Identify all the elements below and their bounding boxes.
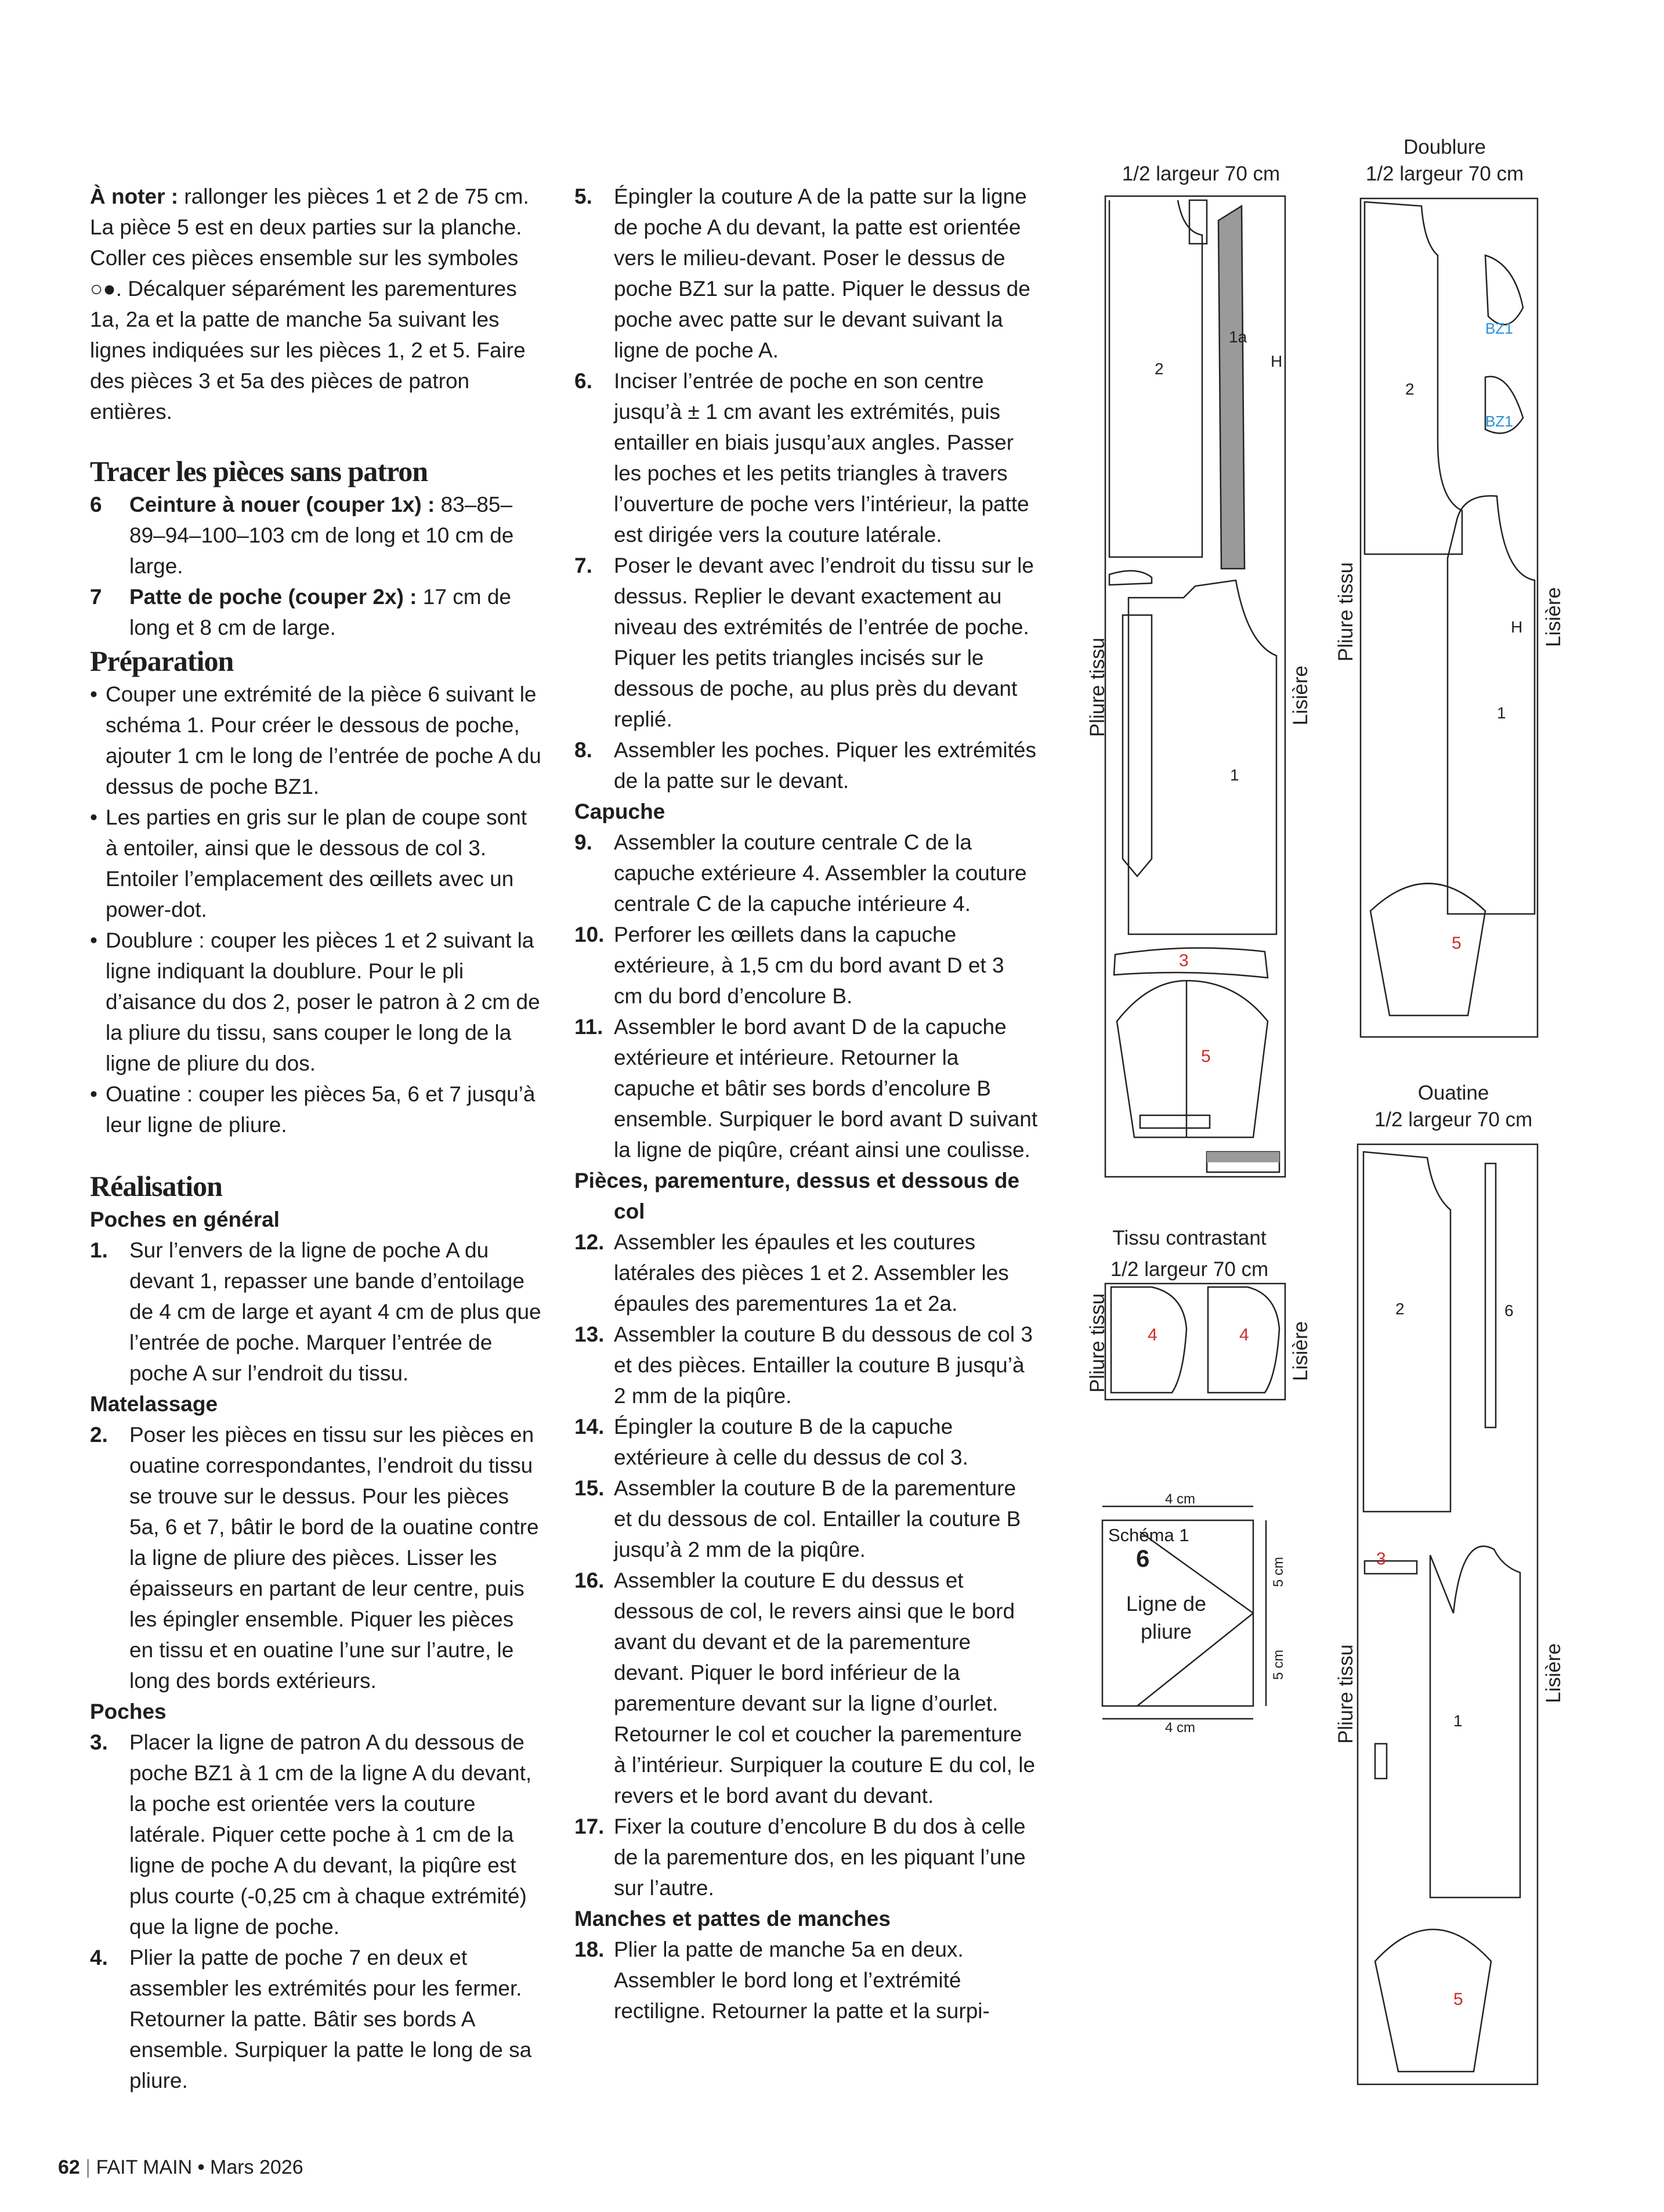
ouatine-width-label: 1/2 largeur 70 cm — [1374, 1108, 1533, 1131]
step-text: Épingler la couture B de la capuche extérieure à celle du dessus de col 3. — [614, 1415, 968, 1469]
schema-dim-right-top: 5 cm — [1271, 1556, 1286, 1587]
step-number: 14. — [574, 1415, 605, 1438]
step-number: 4. — [90, 1946, 108, 1969]
fold-label-contrast: Pliure tissu — [1086, 1293, 1109, 1393]
trace-title: Patte de poche (couper 2x) : — [129, 585, 417, 609]
step-number: 3. — [90, 1730, 108, 1754]
svg-text:H: H — [1271, 352, 1283, 370]
step-text: Épingler la couture A de la patte sur la ligne de poche A du devant, la patte est orientée vers le milieu-devant. Poser le dessus de poche BZ1 sur la patte. Piquer le dessus de poche avec patte sur le devant suivant la ligne de poche A. — [614, 185, 1030, 362]
step-number: 17. — [574, 1815, 605, 1838]
fold-label-tissu: Pliure tissu — [1086, 637, 1109, 737]
subtitle-poches: Poches — [90, 1700, 167, 1723]
step-number: 8. — [574, 738, 592, 762]
step-number: 5. — [574, 185, 592, 208]
schema-fold-line-label: Ligne de pliure — [1126, 1592, 1207, 1643]
step-text: Plier la patte de poche 7 en deux et assembler les extrémités pour les fermer. Retourner la patte. Bâtir ses bords A ensemble. Surpiquer la patte le long de sa pliure. — [129, 1946, 532, 2092]
svg-text:BZ1: BZ1 — [1485, 320, 1513, 337]
step-number: 6. — [574, 369, 592, 393]
svg-text:4: 4 — [1148, 1325, 1157, 1344]
piece-5-outline — [1117, 981, 1268, 1137]
svg-text:3: 3 — [1376, 1549, 1386, 1568]
page-footer: 62 | FAIT MAIN • Mars 2026 — [58, 2156, 303, 2178]
subtitle-capuche: Capuche — [574, 800, 665, 823]
step-text: Fixer la couture d’encolure B du dos à celle de la parementure dos, en les piquant l’une sur l’autre. — [614, 1815, 1026, 1900]
ouatine-layout-frame — [1358, 1144, 1538, 2084]
step-number: 1. — [90, 1238, 108, 1262]
subtitle-manches: Manches et pattes de manches — [574, 1907, 891, 1931]
page-number: 62 — [58, 2156, 80, 2178]
selvage-label-doublure: Lisière — [1542, 587, 1565, 647]
fold-label-doublure: Pliure tissu — [1334, 562, 1357, 662]
svg-text:5: 5 — [1452, 934, 1462, 953]
svg-text:1: 1 — [1230, 766, 1239, 784]
svg-text:6: 6 — [1504, 1302, 1514, 1320]
step-text: Perforer les œillets dans la capuche extérieure, à 1,5 cm du bord avant D et 3 cm du bord d’encolure B. — [614, 923, 1004, 1008]
trace-number: 7 — [90, 585, 102, 609]
step-text: Poser le devant avec l’endroit du tissu sur le dessus. Replier le devant exactement au niveau des extrémités de l’entrée de poche. Piquer les petits triangles incisés sur le dessous de poche, au plus près du devant replié. — [614, 554, 1034, 731]
svg-text:2: 2 — [1395, 1300, 1405, 1318]
step-number: 18. — [574, 1938, 605, 1961]
tissu-layout-frame — [1105, 196, 1285, 1177]
svg-text:2: 2 — [1405, 380, 1415, 398]
schema-dim-top: 4 cm — [1165, 1491, 1196, 1507]
doublure-title: Doublure — [1403, 136, 1486, 158]
step-text: Assembler les poches. Piquer les extrémités de la patte sur le devant. — [614, 738, 1036, 793]
trace-number: 6 — [90, 493, 102, 516]
step-number: 12. — [574, 1230, 605, 1254]
step-text: Sur l’envers de la ligne de poche A du devant 1, repasser une bande d’entoilage de 4 cm de large et ayant 4 cm de plus que l’entrée de poche. Marquer l’entrée de poche A sur l’endroit du tissu. — [129, 1238, 541, 1385]
step-text: Inciser l’entrée de poche en son centre jusqu’à ± 1 cm avant les extrémités, puis entailler en biais jusqu’aux angles. Passer les poches et les petits triangles à travers l’ouverture de poche vers l’intérieur, la patte est dirigée vers la couture latérale. — [614, 369, 1029, 547]
subtitle-pieces: Pièces, parementure, dessus et dessous de col — [574, 1169, 1020, 1223]
step-text: Assembler la couture B de la parementure et du dessous de col. Entailler la couture B jusqu’à 2 mm de la piqûre. — [614, 1476, 1021, 1562]
preparation-text: Les parties en gris sur le plan de coupe sont à entoiler, ainsi que le dessous de col 3. Entoiler l’emplacement des œillets avec un power-dot. — [106, 805, 527, 921]
step-number: 15. — [574, 1476, 605, 1500]
subtitle-poches-general: Poches en général — [90, 1208, 280, 1231]
selvage-label-tissu: Lisière — [1289, 665, 1312, 725]
issue-date: Mars 2026 — [210, 2156, 303, 2178]
svg-text:4: 4 — [1239, 1325, 1249, 1344]
step-text: Plier la patte de manche 5a en deux. Assembler le bord long et l’extrémité rectiligne. Retourner la patte et la surpi- — [614, 1938, 990, 2023]
magazine-name: FAIT MAIN — [96, 2156, 193, 2178]
preparation-text: Couper une extrémité de la pièce 6 suivant le schéma 1. Pour créer le dessous de poche, ajouter 1 cm le long de l’entrée de poche A du dessus de poche BZ1. — [106, 682, 541, 798]
footer-separator: • — [197, 2156, 205, 2178]
svg-text:BZ1: BZ1 — [1485, 413, 1513, 430]
schema-number: 6 — [1136, 1545, 1150, 1572]
tissu-width-label: 1/2 largeur 70 cm — [1122, 162, 1280, 185]
subtitle-matelassage: Matelassage — [90, 1392, 218, 1416]
trace-title: Ceinture à nouer (couper 1x) : — [129, 493, 435, 516]
svg-text:H: H — [1511, 618, 1523, 636]
section-title-trace: Tracer les pièces sans patron — [90, 455, 428, 487]
selvage-label-ouatine: Lisière — [1542, 1643, 1565, 1703]
contrast-title: Tissu contrastant — [1112, 1227, 1267, 1249]
schema-title: Schéma 1 — [1108, 1525, 1189, 1545]
step-number: 10. — [574, 923, 605, 946]
step-text: Assembler les épaules et les coutures latérales des pièces 1 et 2. Assembler les épaules des parementures 1a et 2a. — [614, 1230, 1009, 1315]
piece-2-outline — [1109, 200, 1202, 557]
step-number: 2. — [90, 1423, 108, 1447]
gray-parementure — [1218, 206, 1245, 569]
svg-text:5: 5 — [1201, 1047, 1211, 1066]
step-number: 11. — [574, 1015, 603, 1039]
note-text: rallonger les pièces 1 et 2 de 75 cm. La pièce 5 est en deux parties sur la planche. Coller ces pièces ensemble sur les symboles ○●. Décalquer séparément les parementures 1a, 2a et la patte de manche 5a suivant les lignes indiquées sur les pièces 1, 2 et 5. Faire des pièces 3 et 5a des pièces de patron entières. — [90, 185, 529, 424]
section-title-preparation: Préparation — [90, 645, 234, 677]
contrast-width-label: 1/2 largeur 70 cm — [1110, 1258, 1269, 1281]
step-text: Assembler la couture centrale C de la capuche extérieure 4. Assembler la couture centrale C de la capuche intérieure 4. — [614, 830, 1027, 916]
piece-1-outline — [1128, 580, 1276, 934]
selvage-label-contrast: Lisière — [1289, 1321, 1312, 1381]
bullet: • — [90, 805, 97, 829]
svg-text:1: 1 — [1453, 1712, 1463, 1730]
preparation-text: Ouatine : couper les pièces 5a, 6 et 7 jusqu’à leur ligne de pliure. — [106, 1082, 536, 1137]
step-number: 13. — [574, 1322, 605, 1346]
piece-6-outline — [1123, 615, 1152, 876]
contrast-layout-frame — [1105, 1284, 1285, 1400]
step-number: 9. — [574, 830, 592, 854]
step-number: 16. — [574, 1568, 605, 1592]
preparation-text: Doublure : couper les pièces 1 et 2 suivant la ligne indiquant la doublure. Pour le pli d’aisance du dos 2, poser le patron à 2 cm de la pliure du tissu, sans couper le long de la ligne de pliure du dos. — [106, 928, 540, 1075]
schema-dim-bottom: 4 cm — [1165, 1720, 1196, 1736]
gray-piece-5a — [1207, 1152, 1279, 1162]
bullet: • — [90, 1082, 97, 1106]
bullet: • — [90, 682, 97, 706]
section-title-realisation: Réalisation — [90, 1170, 222, 1202]
step-text: Poser les pièces en tissu sur les pièces en ouatine correspondantes, l’endroit du tissu se trouve sur le dessus. Pour les pièces 5a, 6 et 7, bâtir le bord de la ouatine contre la ligne de pliure des pièces. Lisser les épaisseurs en partant de leur centre, puis les épingler ensemble. Piquer les pièces en tissu et en ouatine l’une sur l’autre, le long des bords extérieurs. — [129, 1423, 539, 1693]
ouatine-title: Ouatine — [1417, 1082, 1489, 1104]
step-text: Placer la ligne de patron A du dessous de poche BZ1 à 1 cm de la ligne A du devant, la poche est orientée vers la couture latérale. Piquer cette poche à 1 cm de la ligne de poche A du devant, la piqûre est plus courte (-0,25 cm à chaque extrémité) que la ligne de poche. — [129, 1730, 532, 1939]
svg-text:2: 2 — [1155, 360, 1164, 378]
fold-label-ouatine: Pliure tissu — [1334, 1644, 1357, 1744]
svg-text:1a: 1a — [1229, 328, 1247, 346]
svg-text:5: 5 — [1453, 1990, 1463, 2009]
bullet: • — [90, 928, 97, 952]
svg-text:1: 1 — [1497, 704, 1506, 722]
trace-text: 83–85–89–94–100–103 cm de long et 10 cm de large. — [129, 493, 514, 578]
schema-dim-right-bottom: 5 cm — [1271, 1649, 1286, 1680]
step-text: Assembler le bord avant D de la capuche extérieure et intérieure. Retourner la capuche et bâtir ses bords d’encolure B ensemble. Surpiquer le bord avant D suivant la ligne de piqûre, créant ainsi une coulisse. — [614, 1015, 1038, 1162]
svg-text:3: 3 — [1179, 951, 1189, 970]
step-text: Assembler la couture E du dessus et dessous de col, le revers ainsi que le bord avant du devant et de la parementure devant. Piquer le bord inférieur de la parementure devant sur la ligne d’ourlet. Retourner le col et coucher la parementure à l’intérieur. Surpiquer la couture E du col, le revers et le bord avant du devant. — [614, 1568, 1036, 1808]
piece-3-outline — [1114, 948, 1268, 978]
trace-text: 17 cm de long et 8 cm de large. — [129, 585, 511, 639]
step-number: 7. — [574, 554, 592, 577]
doublure-width-label: 1/2 largeur 70 cm — [1365, 162, 1524, 185]
step-text: Assembler la couture B du dessous de col 3 et des pièces. Entailler la couture B jusqu’à 2 mm de la piqûre. — [614, 1322, 1033, 1408]
note-label: À noter : — [90, 185, 179, 208]
